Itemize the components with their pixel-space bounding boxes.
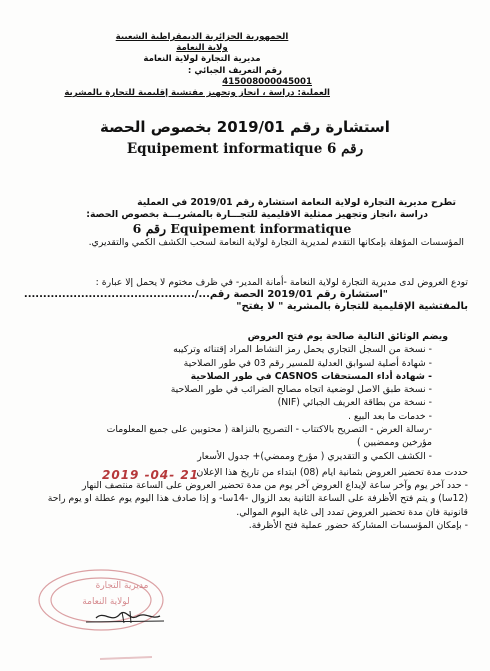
header-fiscal-label: رقم التعريف الجبائي :: [187, 65, 282, 76]
signature: [96, 612, 160, 618]
header-wilaya: ولاية النعامة: [176, 43, 228, 54]
deposit-section: [16, 277, 468, 314]
page-title: استشارة رقم 2019/01 بخصوص الحصة: [100, 118, 390, 136]
document-item: - نسخة من السجل التجاري يحمل رمز النشاط المراد إقتنائه وتركيبه: [173, 344, 432, 356]
intro-line-1: تطرح مديرية التجارة لولاية النعامة استشارة رقم 2019/01 في العملية: [137, 197, 456, 208]
closing-line-3: (12سا) و يتم فتح الأظرفة على الساعة الثانية بعد الزوال -14سا- و إذا صادف هذا اليوم يوم عطلة او يوم راحة: [47, 493, 468, 505]
header-directorate: مديرية التجارة لولاية النعامة: [143, 54, 261, 65]
closing-line-1: حددت مدة تحضير العروض بثمانية ايام (08) ابتداء من تاريخ هذا الإعلان: [196, 467, 468, 478]
document-item: - نسخة طبق الاصل لوضعية اتجاه مصالح الضرائب في طور الصلاحية: [170, 384, 432, 396]
faded-stamp: [96, 650, 156, 664]
document-item: - نسخة من بطاقة العريف الجبائي (NIF): [277, 397, 432, 409]
document-item: - شهادة أصلية لسوابق العدلية للمسير رقم 03 في طور الصلاحية: [183, 357, 432, 369]
document-item: - خدمات ما بعد البيع .: [347, 410, 432, 422]
stamp-text-a: مديرية التجارة: [95, 581, 149, 591]
intro-lot: Equipement informatique رقم 6: [132, 221, 352, 237]
closing-line-5: - بإمكان المؤسسات المشاركة حضور عملية فتح الأظرفة.: [248, 519, 468, 531]
intro-line-2: دراسة ،انجاز وتجهيز ممثلية الاقليمية للتجـــارة بالمشريـــة بخصوص الحصة:: [86, 209, 428, 221]
deposit-line-1: تودع العروض لدى مديرية التجارة لولاية النعامة -أمانة المدير- في ظرف مختوم لا يحمل إلا عبارة :: [95, 277, 468, 288]
date-stamp: 2019 -04- 21: [102, 468, 200, 482]
page-subtitle: Equipement informatique رقم 6: [126, 141, 364, 157]
document-header: [22, 32, 330, 99]
document-item: - الكشف الكمي و التقديري ( مؤرخ وممضي)+ جدول الأسعار: [197, 450, 432, 462]
documents-intro: ويضم الوثائق التالية صالحة يوم فتح العروض: [247, 331, 448, 342]
document-item: مؤرخين وممضيين ): [356, 437, 432, 449]
deposit-line-2: "استشارة رقم 2019/01 الحصة رقم.../.............................................: [23, 289, 388, 301]
intro-line-4: المؤسسات المؤهلة بإمكانها التقدم لمديرية التجارة لولاية النعامة لسحب الكشف الكمي والتقديري.: [88, 237, 464, 249]
closing-line-4: قانونية فان مدة تحضير العروض تمدد إلى غاية اليوم الموالي.: [236, 506, 468, 518]
document-item: - شهادة أداء المستحقات CASNOS في طور الصلاحية: [190, 370, 432, 382]
documents-section: [16, 330, 468, 463]
official-stamp: [26, 566, 186, 636]
header-fiscal-number: 415008000045001: [222, 76, 312, 87]
intro-section: [16, 197, 468, 250]
stamp-text-b: لولاية النعامة: [82, 597, 130, 607]
header-republic: الجمهورية الجزائرية الديمقراطية الشعبية: [115, 32, 289, 42]
closing-line-2: - حدد آخر يوم وآخر ساعة لإيداع العروض آخر يوم من مدة تحضير العروض على الساعة منتصف النهار: [81, 480, 468, 492]
header-operation: العملية: دراسة ، انجاز وتجهيز مفتشية إقليمية للتجارة بالمشرية: [64, 88, 330, 99]
deposit-line-3: بالمفتشية الإقليمية للتجارة بالمشرية " لا يفتح": [236, 301, 468, 313]
document-item: -رسالة العرض - التصريح بالاكتتاب - التصريح بالنزاهة ( محتوبين على جميع المعلومات: [106, 424, 432, 436]
closing-section: [16, 466, 468, 532]
